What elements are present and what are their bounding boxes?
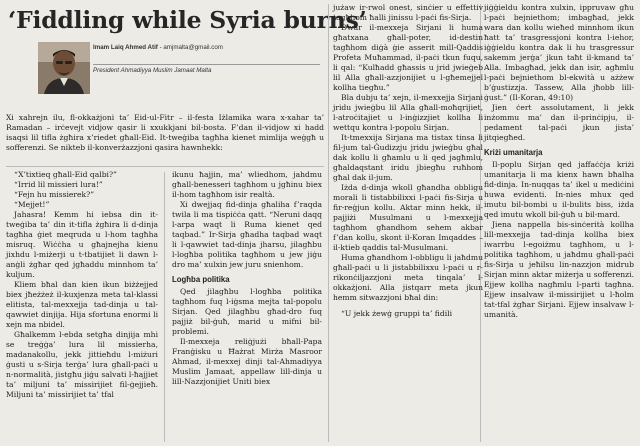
author-email: - amjmalta@gmail.com	[157, 44, 223, 51]
paragraph: Qed jilagħbu l-logħba politika tagħhom fuq l-iġsma mejta tal-popolu Sirjan. Qed jilagħbu għad-dro fuq pajjiż bil-ġuħ, marid u mifni bil-problemi.	[172, 287, 322, 336]
paragraph: Għalkemm l-ebda setgħa dinjija mhi se treġġa’ lura lil missierha, madanakollu, jekk jittieħdu l-miżuri ġusti u s-Sirja terġa’ lura għall-paċi u n-normalità, jistgħu jiġu salvati l-ħajjiet ta’ miljuni ta’ missirijiet fil-ġejjieħ. Miljuni ta’ missirijiet ta’ tfal	[6, 330, 158, 399]
paragraph: Jien ċert assolutament, li jekk inżommu ma’ dan il-prinċipju, il-pedament tal-paċi jkun jista’ jitqiegħed.	[484, 103, 634, 142]
paragraph: ikunu ħajjin, ma’ wliedhom, jahdmu għall-benesseri tagħhom u jgħinu biex il-hom tagħhom isir realtà.	[172, 170, 322, 199]
dialogue-line: “X’tixtieq għall-Eid qalbi?”	[14, 170, 117, 179]
paragraph: Il-poplu Sirjan qed jaffaċċja kriżi umanitarja li ma kienx hawn bħalha fid-dinja. In-nuqqas ta’ ikel u mediċini huwa evidenti. In-nies mhux qed imutu bil-bombi u il-bulits biss, iżda qed imutu wkoll bil-ġuħ u bil-mard.	[484, 160, 634, 219]
column-divider	[164, 172, 165, 442]
author-name: Imam Laiq Ahmed Atif	[93, 44, 158, 51]
paragraph: jiġġieldu kontra xulxin, ippruvaw għu l-paċi bejniethom; imbagħad, jekk wara dan kollu wieħed minnhom ikun ħatt ta’ trasgressjoni kontra l-iehor, iġġieldu kontra dak li hu trasgressur sakemm jerġa’ jkun taħt il-kmand ta’ Alla. Imbagħad, jekk dan isir, agħmlu l-paċi bejniethom bl-ekwità u ażżew b’ġustizzja. Tassew, Alla jħobb lill-ġust.” (Il-Koran, 49:10)	[484, 3, 634, 102]
headline: ‘Fiddling while Syria burns’	[8, 6, 367, 34]
dialogue-line: “Fejn hu missierek?”	[14, 190, 95, 199]
paragraph: Dwar il-mexxeja Sirjani li huma għatxana għall-poter, id-destin tagħhom diġà ġie asserit mill-Qaddis Profeta Muħammad, il-paċi tkun fuqu, li qal: “Kulħadd għassis u jrid jwieġeb lil Alla għall-azzjonijiet u l-għemejjel kollha tiegħu.”	[333, 23, 483, 92]
paragraph: Jahasra! Kemm hi iebsa din it-tweġiba ta’ din it-tifla żgħira li d-dinja tagħha ġiet meqruda u l-hom tagħha misruq. Wiċċha u għajnejha kienu jixhdu l-miżerji u t-tbatijiet li dawn l-anġli żgħar qed jgħaddu minnhom ta’ kuljum.	[6, 210, 158, 279]
paragraph: Huma għandhom l-obbligu li jaħdmu għall-paċi u li jistabbilixxu l-paċi u r-rikonċiljazzjoni meta tinqala’ l-okkażjoni. Alla jistqarr meta jkun hemm sitwazzjoni bħal din:	[333, 253, 483, 302]
paragraph: Kliem bħal dan kien ikun biżżejjed biex jħeżżeż il-kuxjenza meta tal-klassi elitista, tal-mexxejja tad-dinja u tal-qawwiet dinjija. Hija sfortuna enormi li xejn ma nbidel.	[6, 280, 158, 329]
byline-divider	[93, 64, 320, 65]
lead-divider	[6, 166, 324, 167]
subheading: Kriżi umanitarja	[484, 148, 543, 157]
column-divider	[328, 4, 329, 442]
author-portrait-image	[38, 42, 90, 94]
lead-paragraph: Xi xahrejn ilu, fl-okkażjoni ta’ Eid-ul-Fitr – il-festa Iżlamika wara x-xahar ta’ Ramadan – irċevejt vidjow qasir li xxukkjani bil-bosta. F’dan il-vidjow xi hadd isaqsi lil tifla żgħira x’riedet għall-Eid. It-tweġiba tagħha kienet mimlija weġgħ u sofferenzi. Se nikteb il-konverżazzjoni qasira hawnhekk:	[6, 113, 324, 152]
author-title: President Ahmadiyya Muslim Jamaat Malta	[93, 67, 212, 74]
paragraph: jużaw ir-rwol onest, sinċier u effettiv tagħhom ħalli jinissu l-paċi fis-Sirja.	[333, 3, 483, 22]
column-4	[484, 3, 634, 320]
byline-author	[93, 44, 318, 52]
column-1	[6, 170, 158, 400]
subheading: Logħba politika	[172, 275, 230, 284]
column-3	[333, 3, 483, 319]
dialogue-line: “Mejjet!”	[14, 200, 50, 209]
quote-start: “U jekk żewġ gruppi ta’ fidili	[341, 309, 452, 318]
column-2	[172, 170, 322, 387]
paragraph: Il-mexxeja reliġjużi bħall-Papa Franġisku u Ħażrat Mirża Masroor Ahmad, il-mexxej dinji tal-Ahmadiyya Muslim Jamaat, appellaw lill-dinja u lill-Nazzjonijiet Uniti biex	[172, 337, 322, 386]
paragraph: Xi dwejjaq fid-dinja għaliha f’raqda twila li ma tispiċċa qatt. “Neruni daqq l-arpa waqt li Ruma kienet qed taqbad.” Ir-Sirja għadha taqbad waqt li l-qawwiet tad-dinja jharsu, jilagħbu l-logħba politika tagħhom u jew jiġu dro ma’ xulxin jew juru snienhom.	[172, 200, 322, 269]
paragraph: Bla dubju ta’ xejn, il-mexxejja Sirjani jridu jwieġbu lil Alla għall-moħqrijiet, l-atroċitajiet u l-inġizzjiet kollha li wettqu kontra l-popolu Sirjan.	[333, 93, 483, 132]
paragraph: It-tmexxija Sirjana ma tistax tinsa li fil-jum tal-Ġudizzju jridu jwieġbu għal dak kollu li għamlu u li qed jagħmlu, għaldaqstant iridu jbiegħu ruħhom għal dak il-jum.	[333, 133, 483, 182]
paragraph: Jiena nappella bis-sinċerità kollha lill-mexxejja tad-dinja kollha biex iwarrbu l-egoiżmu tagħhom, u l-politika tagħhom, u jaħdmu għall-paċi fis-Sirja u jeħilsu lin-nazzjon midrub Sirjan minn aktar miżerja u sofferenzi. Ejjew kollha nagħmlu l-parti tagħna. Ejjew insalvaw il-missirijiet u l-ħolm tat-tfal żgħar Sirjani. Ejjew insalvaw l-umanità.	[484, 220, 634, 319]
author-portrait	[38, 42, 90, 94]
dialogue-line: “Irrid lil missieri lura!”	[14, 180, 103, 189]
paragraph: Iżda d-dinja wkoll għandha obbligu morali li tistabbilixxi l-paċi fis-Sirja u fir-reġjun kollu. Aktar minn hekk, il-pajjiżi Musulmani u l-mexxejja tagħhom għandhom sehem akbar f’dan kollu, skont il-Koran Imqaddes – il-ktieb qaddis tal-Musulmani.	[333, 183, 483, 252]
